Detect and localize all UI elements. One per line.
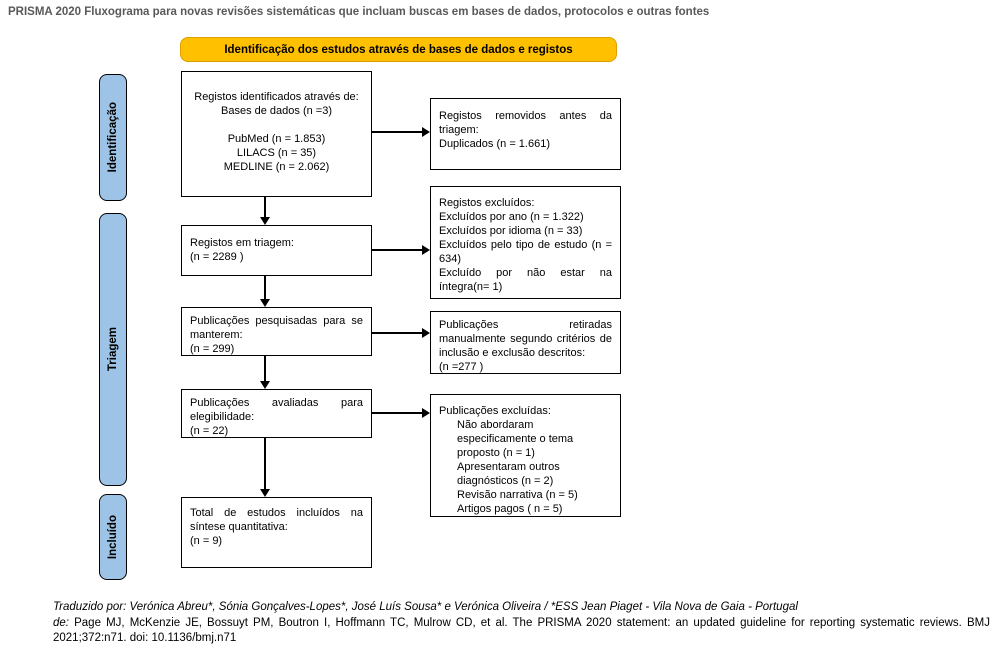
arrow-line	[264, 197, 266, 217]
arrow-line	[264, 438, 266, 489]
footer-source-prefix: de:	[53, 617, 69, 629]
box-count: (n = 299)	[190, 343, 235, 355]
footer-source	[53, 616, 990, 646]
arrow-down-icon	[260, 489, 270, 497]
box-line: LILACS (n = 35)	[236, 147, 317, 159]
box-count: (n = 22)	[190, 425, 229, 437]
box-item: Apresentaram outros diagnósticos (n = 2)	[457, 461, 560, 487]
box-item: Excluídos por ano (n = 1.322)	[439, 211, 584, 223]
stage-triagem	[99, 213, 127, 486]
box-publications-excluded	[430, 394, 621, 517]
box-line: Bases de dados (n =3)	[221, 105, 332, 117]
box-detail: Duplicados (n = 1.661)	[439, 138, 550, 150]
box-line: MEDLINE (n = 2.062)	[223, 161, 330, 173]
arrow-line	[372, 131, 422, 133]
box-line	[190, 118, 363, 132]
box-studies-included	[181, 497, 372, 568]
arrow-down-icon	[260, 299, 270, 307]
box-line: (n = 2289 )	[190, 251, 244, 263]
arrow-right-icon	[422, 408, 430, 418]
footer-source-text: Page MJ, McKenzie JE, Bossuyt PM, Boutron I, Hoffmann TC, Mulrow CD, et al. The PRISMA 2020 statement: an updated guideline for reporting systematic reviews. BMJ 2021;372:n71. doi: 10.1136/bmj.n71	[53, 617, 990, 644]
footer	[53, 600, 990, 646]
box-records-removed	[430, 98, 621, 170]
arrow-right-icon	[422, 328, 430, 338]
stage-incluido-label: Incluído	[107, 514, 119, 560]
box-count: (n =277 )	[439, 361, 484, 373]
box-item: Excluídos pelo tipo de estudo (n = 634)	[439, 239, 612, 265]
box-text: Publicações pesquisadas para se manterem:	[190, 315, 363, 341]
box-count: (n = 9)	[190, 535, 223, 547]
box-text: Publicações retiradas manualmente segundo critérios de inclusão e exclusão descritos:	[439, 319, 612, 359]
box-item: Artigos pagos ( n = 5)	[457, 503, 563, 515]
box-line: Registos identificados através de:	[194, 91, 359, 103]
stage-identificacao-label: Identificação	[107, 102, 119, 173]
arrow-line	[264, 356, 266, 381]
box-heading: Publicações excluídas:	[439, 405, 551, 417]
box-publications-sought	[181, 307, 372, 356]
box-item: Não abordaram especificamente o tema proposto (n = 1)	[457, 419, 574, 459]
arrow-line	[372, 332, 422, 334]
stage-identificacao	[99, 74, 127, 201]
page-title: PRISMA 2020 Fluxograma para novas revisões sistemáticas que incluam buscas em bases de dados, protocolos e outras fontes	[8, 6, 710, 18]
identification-banner-label: Identificação dos estudos através de bases de dados e registos	[224, 43, 573, 56]
box-records-screening	[181, 225, 372, 276]
box-item: Excluídos por idioma (n = 33)	[439, 225, 583, 237]
box-item: Revisão narrativa (n = 5)	[457, 489, 578, 501]
arrow-down-icon	[260, 217, 270, 225]
box-line: Registos em triagem:	[190, 237, 294, 249]
box-manually-removed	[430, 311, 621, 374]
stage-triagem-label: Triagem	[107, 327, 119, 372]
box-line: PubMed (n = 1.853)	[227, 133, 326, 145]
arrow-right-icon	[422, 245, 430, 255]
box-text: Publicações avaliadas para elegibilidade:	[190, 397, 363, 423]
box-records-excluded	[430, 186, 621, 299]
box-records-identified	[181, 71, 372, 197]
stage-incluido	[99, 494, 127, 580]
box-heading: Registos excluídos:	[439, 197, 535, 209]
box-item: Excluído por não estar na íntegra(n= 1)	[439, 267, 612, 293]
box-text: Total de estudos incluídos na síntese quantitativa:	[190, 507, 363, 533]
arrow-line	[264, 276, 266, 299]
footer-translated-by: Traduzido por: Verónica Abreu*, Sónia Gonçalves-Lopes*, José Luís Sousa* e Verónica Oliveira / *ESS Jean Piaget - Vila Nova de Gaia - Portugal	[53, 601, 798, 613]
identification-banner	[180, 37, 617, 62]
arrow-line	[372, 249, 422, 251]
arrow-right-icon	[422, 127, 430, 137]
arrow-line	[372, 412, 422, 414]
box-text: Registos removidos antes da triagem:	[439, 110, 612, 136]
arrow-down-icon	[260, 381, 270, 389]
box-publications-assessed	[181, 389, 372, 438]
